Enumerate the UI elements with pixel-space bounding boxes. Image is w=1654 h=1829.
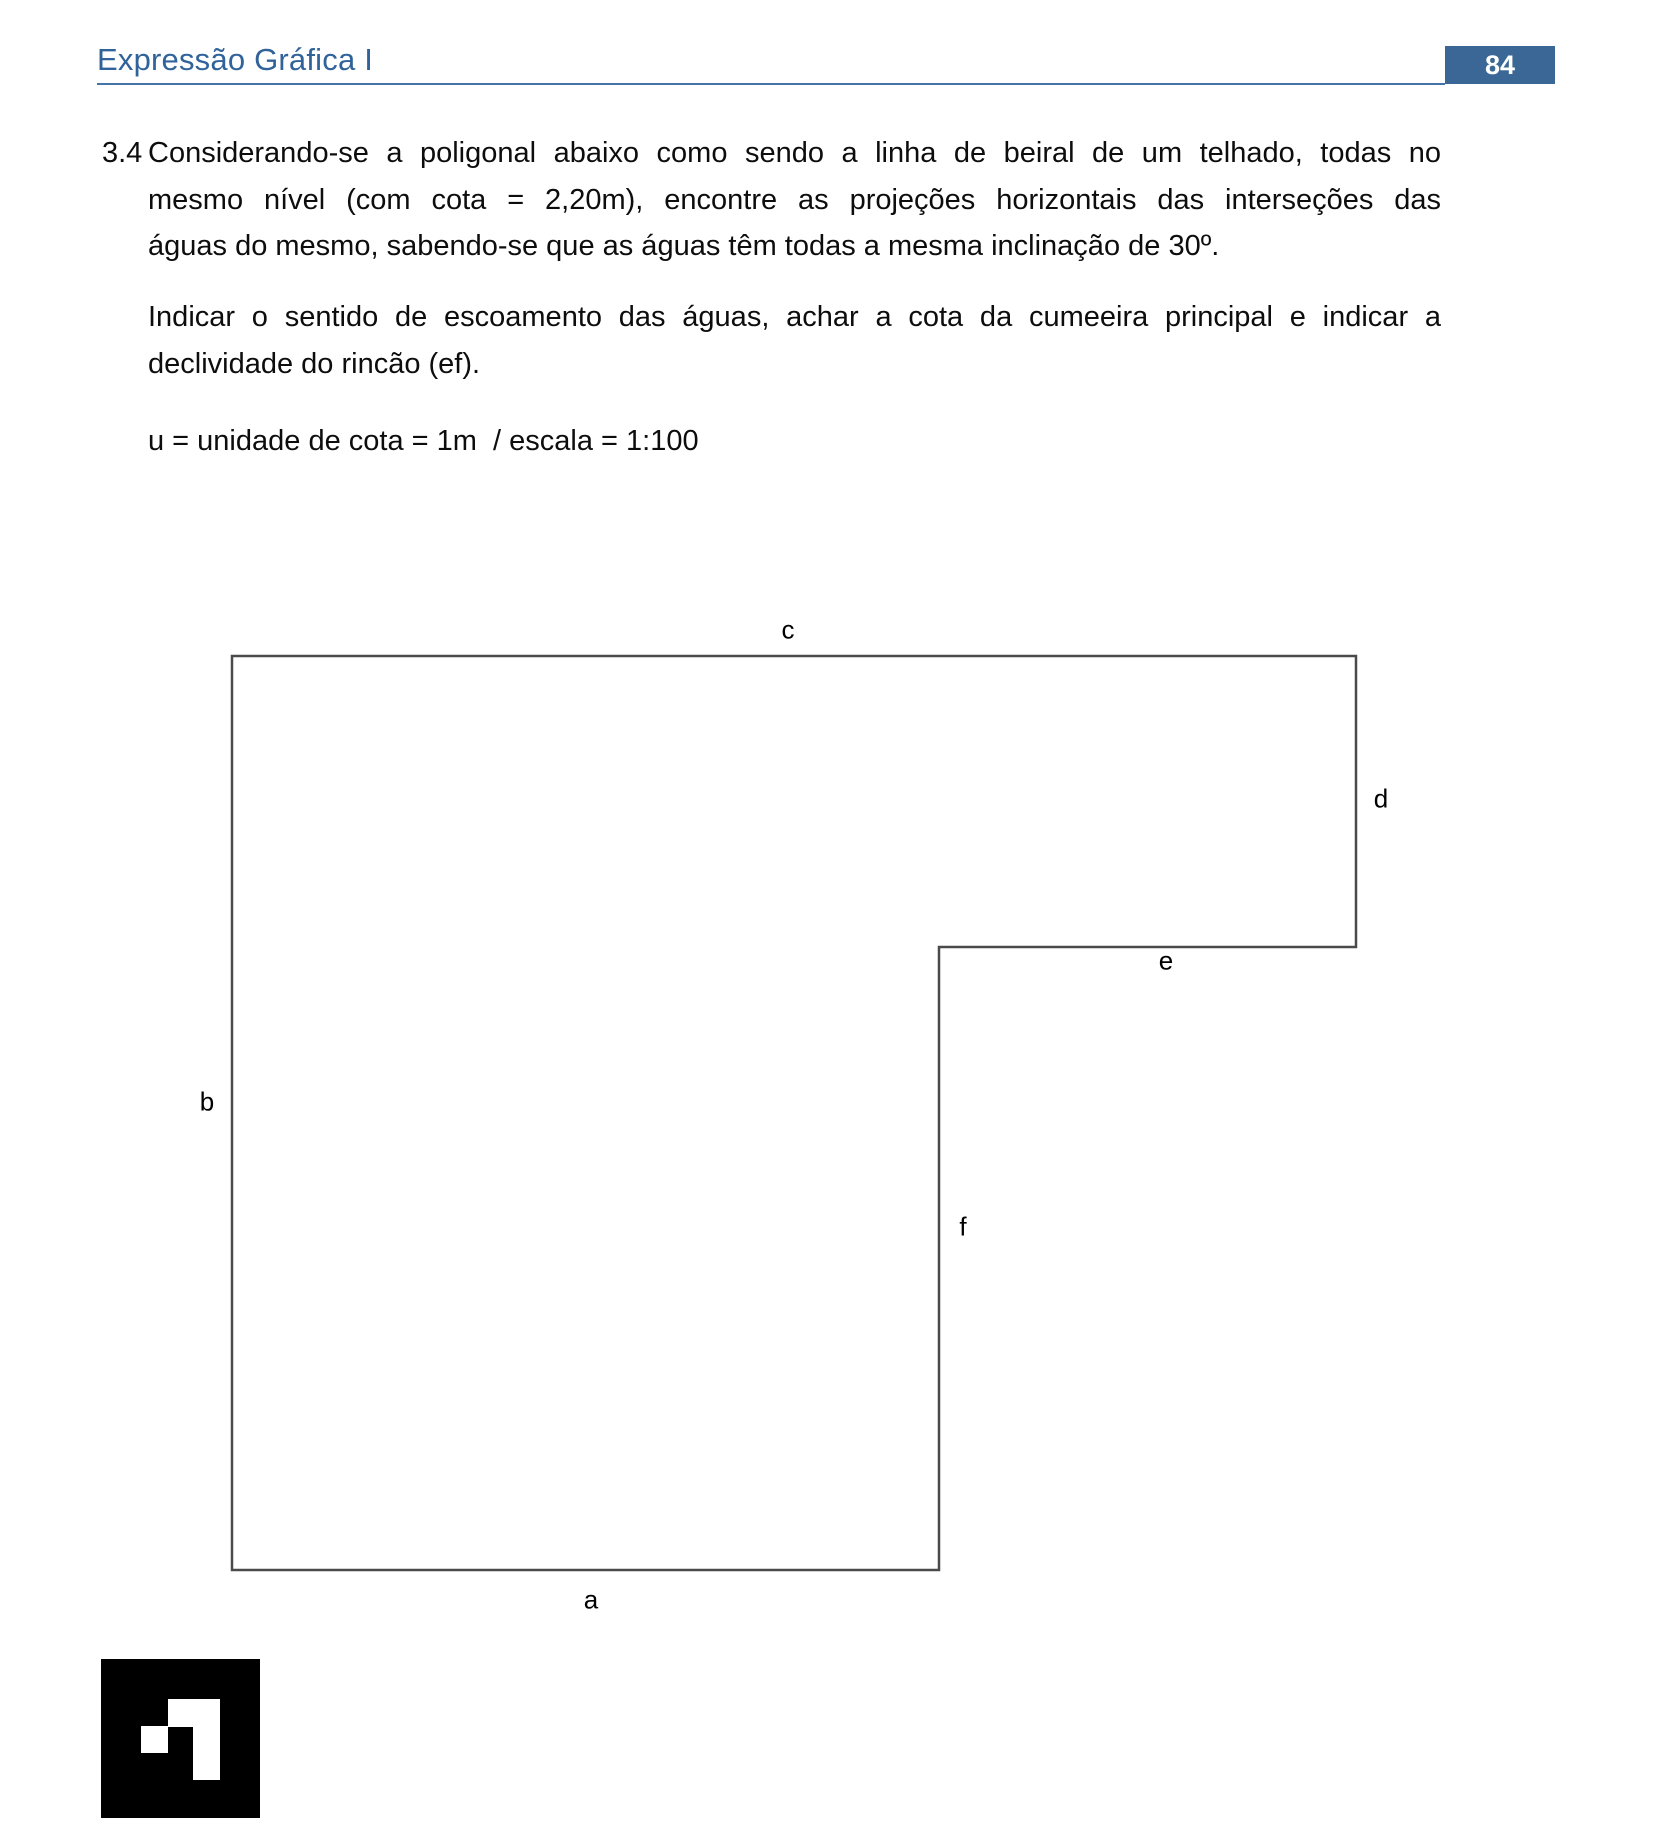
vertex-label-c: c — [781, 614, 795, 645]
eave-polygon-outline — [232, 656, 1356, 1570]
vertex-label-e: e — [1158, 945, 1174, 976]
statement-line: águas do mesmo, sabendo-se que as águas têm todas a mesma inclinação de 30º. — [148, 230, 1220, 262]
statement-line: mesmo nível (com cota = 2,20m), encontre as projeções horizontais das interseções das — [148, 183, 1441, 216]
vertex-label-a: a — [583, 1584, 599, 1615]
statement-line: Considerando-se a poligonal abaixo como sendo a linha de beiral de um telhado, todas no — [148, 137, 1441, 169]
fiducial-marker-icon — [101, 1659, 260, 1818]
problem-statement — [102, 130, 1441, 270]
problem-number: 3.4 — [102, 137, 143, 169]
header-divider — [97, 83, 1445, 85]
instruction-line: Indicar o sentido de escoamento das águas, achar a cota da cumeeira principal e indicar a — [148, 301, 1441, 333]
scale-note: u = unidade de cota = 1m / escala = 1:100 — [148, 425, 699, 457]
page-number-badge: 84 — [1445, 46, 1555, 84]
instruction-line: declividade do rincão (ef). — [148, 347, 481, 380]
vertex-label-f: f — [959, 1211, 967, 1242]
page-title: Expressão Gráfica I — [97, 42, 374, 77]
instruction-paragraph — [148, 294, 1441, 387]
vertex-label-d: d — [1373, 783, 1389, 814]
vertex-label-b: b — [199, 1086, 215, 1117]
